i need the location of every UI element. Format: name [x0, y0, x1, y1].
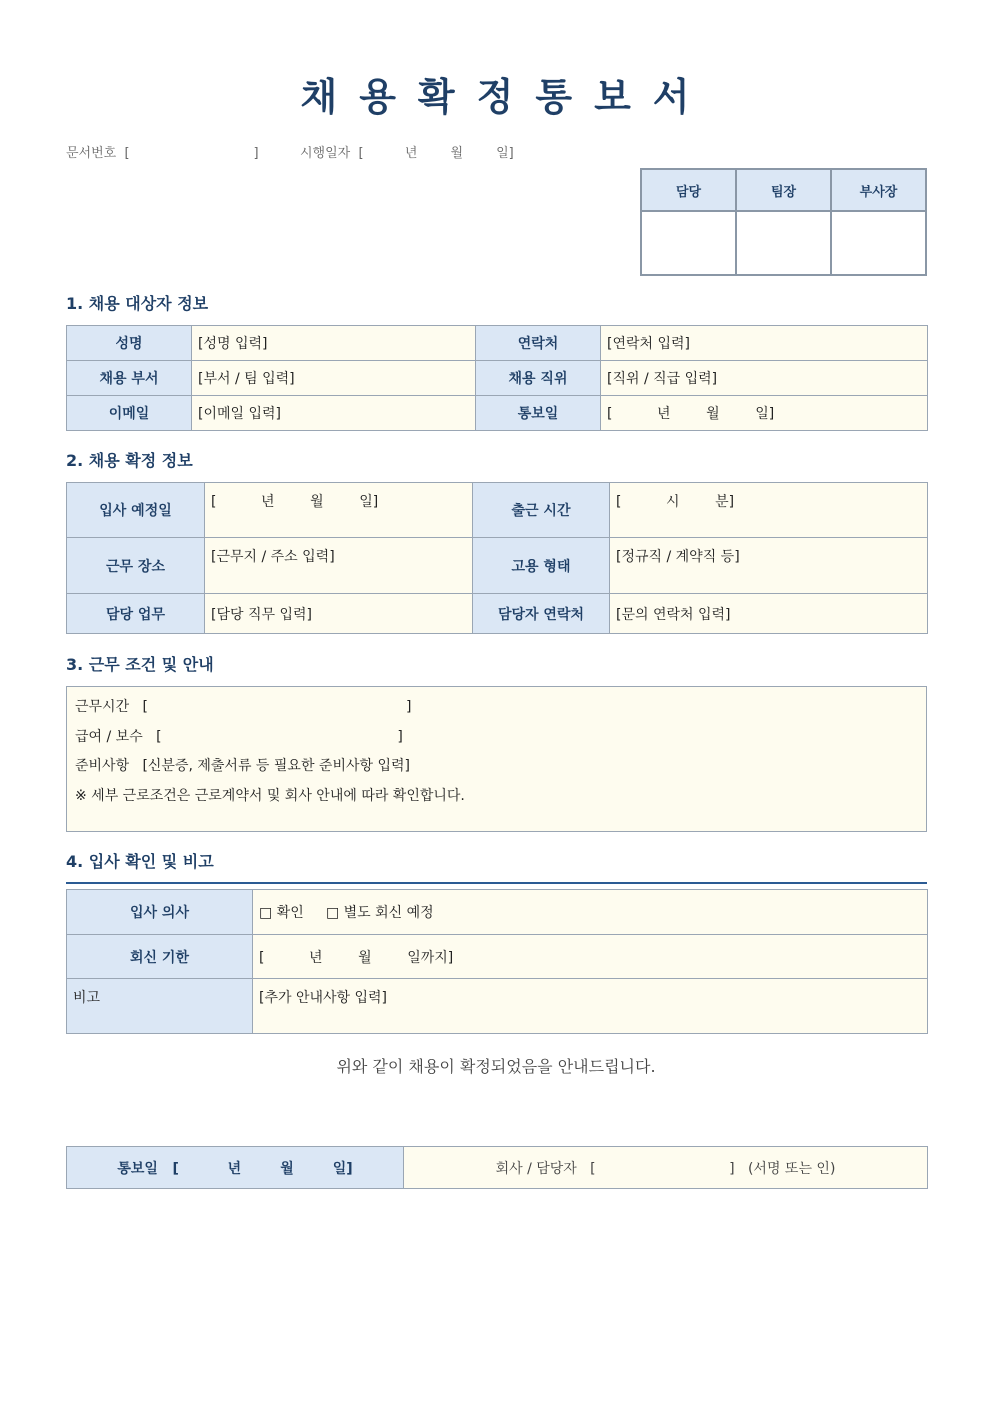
intent-label: 입사 의사: [67, 890, 253, 935]
remark-field[interactable]: [추가 안내사항 입력]: [253, 979, 928, 1034]
title-char: 확: [417, 75, 457, 119]
work-hours-line[interactable]: 근무시간 [ ]: [75, 699, 412, 715]
candidate-info-table: [66, 325, 928, 431]
document-title: [0, 66, 992, 121]
title-char: 정: [476, 75, 516, 119]
hire-info-table: [66, 482, 928, 634]
reply-deadline-field[interactable]: [ 년 월 일까지]: [253, 935, 928, 979]
preparation-line[interactable]: 준비사항 [신분증, 제출서류 등 필요한 준비사항 입력]: [75, 758, 410, 774]
title-char: 서: [652, 75, 692, 119]
work-place-field[interactable]: [근무지 / 주소 입력]: [205, 538, 473, 594]
date-label: 시행일자: [299, 146, 351, 161]
section-1-heading: 1. 채용 대상자 정보: [66, 294, 209, 313]
email-field[interactable]: [이메일 입력]: [192, 396, 476, 431]
section-4-divider: [66, 882, 927, 884]
approval-sign-staff[interactable]: [641, 211, 736, 275]
conditions-note: ※ 세부 근로조건은 근로계약서 및 회사 안내에 따라 확인합니다.: [75, 788, 465, 804]
name-label: 성명: [67, 326, 192, 361]
duty-field[interactable]: [담당 직무 입력]: [205, 594, 473, 634]
title-char: 통: [535, 75, 575, 119]
date-field[interactable]: [ 년 월 일]: [358, 146, 514, 161]
closing-statement: 위와 같이 채용이 확정되었음을 안내드립니다.: [336, 1057, 656, 1076]
start-time-label: 출근 시간: [473, 483, 610, 538]
notice-date-field[interactable]: [ 년 월 일]: [601, 396, 928, 431]
dept-field[interactable]: [부서 / 팀 입력]: [192, 361, 476, 396]
approval-sign-team-lead[interactable]: [736, 211, 831, 275]
name-field[interactable]: [성명 입력]: [192, 326, 476, 361]
approval-header-staff: 담당: [641, 169, 736, 211]
document-meta: [66, 142, 514, 161]
title-char: 용: [359, 75, 398, 119]
position-field[interactable]: [직위 / 직급 입력]: [601, 361, 928, 396]
remark-label: 비고: [67, 979, 253, 1034]
contact-label: 연락처: [476, 326, 601, 361]
reply-deadline-label: 회신 기한: [67, 935, 253, 979]
dept-label: 채용 부서: [67, 361, 192, 396]
start-time-field[interactable]: [ 시 분]: [610, 483, 928, 538]
section-3-heading: 3. 근무 조건 및 안내: [66, 655, 214, 674]
start-date-label: 입사 예정일: [67, 483, 205, 538]
confirmation-table: [66, 889, 928, 1034]
title-char: 채: [300, 75, 340, 119]
section-2-heading: 2. 채용 확정 정보: [66, 451, 193, 470]
salary-line[interactable]: 급여 / 보수 [ ]: [75, 729, 403, 745]
employment-type-label: 고용 형태: [473, 538, 610, 594]
contact-field[interactable]: [연락처 입력]: [601, 326, 928, 361]
approval-table: [640, 168, 927, 276]
doc-no-label: 문서번호: [66, 146, 117, 161]
position-label: 채용 직위: [476, 361, 601, 396]
manager-contact-label: 담당자 연락처: [473, 594, 610, 634]
intent-options[interactable]: □ 확인 □ 별도 회신 예정: [253, 890, 928, 935]
footer-notice-date[interactable]: 통보일 [ 년 월 일]: [67, 1147, 404, 1189]
approval-sign-vp[interactable]: [831, 211, 926, 275]
notice-date-label: 통보일: [476, 396, 601, 431]
email-label: 이메일: [67, 396, 192, 431]
doc-no-field[interactable]: [ ]: [124, 146, 259, 161]
work-conditions-box: [66, 686, 927, 832]
approval-header-vp: 부사장: [831, 169, 926, 211]
signature-table: [66, 1146, 928, 1189]
footer-signature-field[interactable]: 회사 / 담당자 [ ] (서명 또는 인): [404, 1147, 928, 1189]
manager-contact-field[interactable]: [문의 연락처 입력]: [610, 594, 928, 634]
section-4-heading: 4. 입사 확인 및 비고: [66, 852, 214, 871]
duty-label: 담당 업무: [67, 594, 205, 634]
title-char: 보: [594, 75, 633, 119]
employment-type-field[interactable]: [정규직 / 계약직 등]: [610, 538, 928, 594]
start-date-field[interactable]: [ 년 월 일]: [205, 483, 473, 538]
approval-header-team-lead: 팀장: [736, 169, 831, 211]
work-place-label: 근무 장소: [67, 538, 205, 594]
